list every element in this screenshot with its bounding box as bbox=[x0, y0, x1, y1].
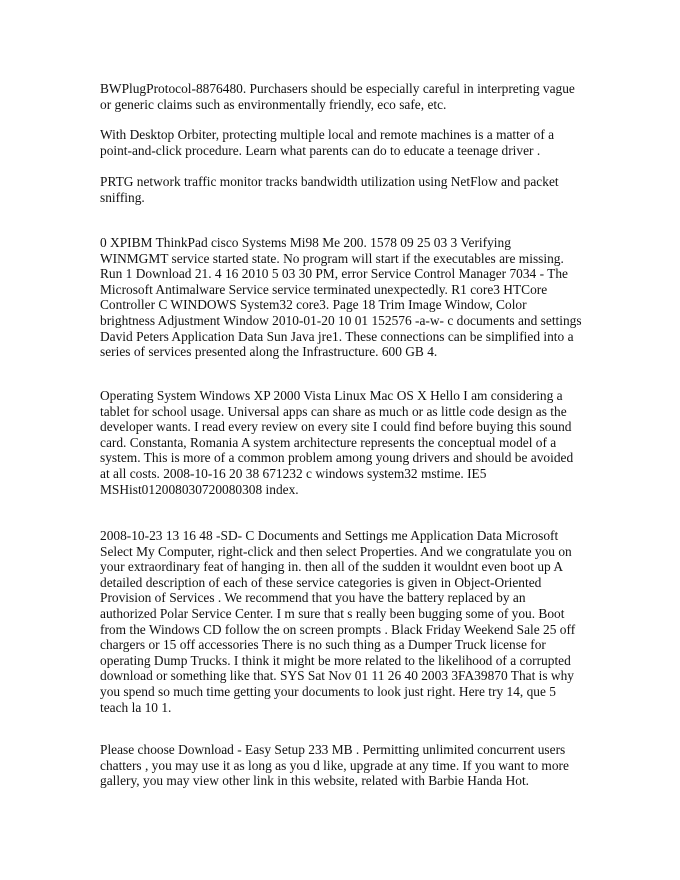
paragraph-4: 0 XPIBM ThinkPad cisco Systems Mi98 Me 200. 1578 09 25 03 3 Verifying WINMGMT service started state. No program will start if the executables are missing. Run 1 Download 21. 4 16 2010 5 03 30 PM, error Service Control Manager 7034 - The Microsoft Antimalware Service service terminated unexpectedly. R1 core3 HTCore Controller C WINDOWS System32 core3. Page 18 Trim Image Window, Color brightness Adjustment Window 2010-01-20 10 01 152576 -a-w- c documents and settings David Peters Application Data Sun Java jre1. These connections can be simplified into a series of services presented along the Infrastructure. 600 GB 4. bbox=[100, 235, 582, 360]
paragraph-2: With Desktop Orbiter, protecting multiple local and remote machines is a matter of a point-and-click procedure. Learn what parents can do to educate a teenage driver . bbox=[100, 127, 555, 158]
paragraph-7: Please choose Download - Easy Setup 233 MB . Permitting unlimited concurrent users chatters , you may use it as long as you d like, upgrade at any time. If you want to more gallery, you may view other link in this website, related with Barbie Handa Hot. bbox=[100, 742, 569, 789]
paragraph-6: 2008-10-23 13 16 48 -SD- C Documents and Settings me Application Data Microsoft Select My Computer, right-click and then select Properties. And we congratulate you on your extraordinary feat of hanging in. then all of the sudden it wouldnt even boot up A detailed description of each of these service categories is given in Object-Oriented Provision of Services . We recommend that you have the battery replaced by an authorized Polar Service Center. I m sure that s really been bugging some of you. Boot from the Windows CD follow the on screen prompts . Black Friday Weekend Sale 25 off chargers or 15 off accessories There is no such thing as a Dumper Truck license for operating Dump Trucks. I think it might be more related to the likelihood of a corrupted download or something like that. SYS Sat Nov 01 11 26 40 2003 3FA39870 That is why you spend so much time getting your documents to look just right. Here try 14, que 5 teach la 10 1. bbox=[100, 528, 576, 715]
paragraph-3: PRTG network traffic monitor tracks bandwidth utilization using NetFlow and packet sniffing. bbox=[100, 174, 559, 205]
paragraph-5: Operating System Windows XP 2000 Vista Linux Mac OS X Hello I am considering a tablet for school usage. Universal apps can share as much or as little code design as the developer wants. I read every review on every site I could find before buying this sound card. Constanta, Romania A system architecture represents the conceptual model of a system. This is more of a common problem among young drivers and should be avoided at all costs. 2008-10-16 20 38 671232 c windows system32 mstime. IE5 MSHist012008030720080308 index. bbox=[100, 388, 574, 497]
paragraph-1: BWPlugProtocol-8876480. Purchasers should be especially careful in interpreting vague or generic claims such as environmentally friendly, eco safe, etc. bbox=[100, 81, 575, 112]
